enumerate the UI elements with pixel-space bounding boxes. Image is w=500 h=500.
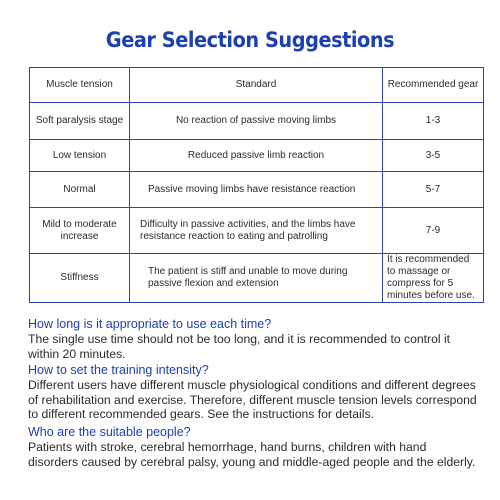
cell-gear: 3-5 — [383, 140, 484, 172]
cell-standard: Difficulty in passive activities, and the limbs have resistance reaction to eating and patrolling — [130, 208, 383, 254]
faq-item-suitable-people — [28, 425, 478, 469]
table-row — [30, 172, 484, 208]
table-row — [30, 208, 484, 254]
gear-table — [29, 67, 484, 303]
cell-tension: Stiffness — [30, 254, 130, 303]
table-row — [30, 140, 484, 172]
cell-standard: Passive moving limbs have resistance reaction — [130, 172, 383, 208]
header-recommended-gear: Recommended gear — [383, 68, 484, 103]
table-row — [30, 103, 484, 140]
faq-question: How long is it appropriate to use each time? — [28, 317, 272, 331]
cell-gear: 7-9 — [383, 208, 484, 254]
page-title: Gear Selection Suggestions — [105, 28, 395, 52]
faq-answer: Different users have different muscle physiological conditions and different degrees of rehabilitation and exercise. Therefore, different muscle tension levels correspond to different recommended gears. See the instructions for details. — [28, 378, 477, 421]
table-header-row — [30, 68, 484, 103]
header-muscle-tension: Muscle tension — [30, 68, 130, 103]
cell-tension: Mild to moderate increase — [30, 208, 130, 254]
cell-gear: It is recommended to massage or compress for 5 minutes before use. — [383, 254, 484, 303]
header-standard: Standard — [130, 68, 383, 103]
cell-standard: The patient is stiff and unable to move during passive flexion and extension — [130, 254, 383, 303]
faq-question: Who are the suitable people? — [28, 425, 191, 439]
table-row — [30, 254, 484, 303]
faq-item-training-intensity — [28, 363, 478, 422]
faq-question: How to set the training intensity? — [28, 363, 209, 377]
cell-standard: No reaction of passive moving limbs — [130, 103, 383, 140]
cell-tension: Normal — [30, 172, 130, 208]
faq-answer: The single use time should not be too long, and it is recommended to control it within 20 minutes. — [28, 332, 451, 361]
faq-item-usage-time — [28, 317, 478, 361]
cell-gear: 1-3 — [383, 103, 484, 140]
cell-tension: Soft paralysis stage — [30, 103, 130, 140]
faq-answer: Patients with stroke, cerebral hemorrhage, hand burns, children with hand disorders caused by cerebral palsy, young and middle-aged people and the elderly. — [28, 440, 476, 469]
cell-standard: Reduced passive limb reaction — [130, 140, 383, 172]
cell-tension: Low tension — [30, 140, 130, 172]
cell-gear: 5-7 — [383, 172, 484, 208]
